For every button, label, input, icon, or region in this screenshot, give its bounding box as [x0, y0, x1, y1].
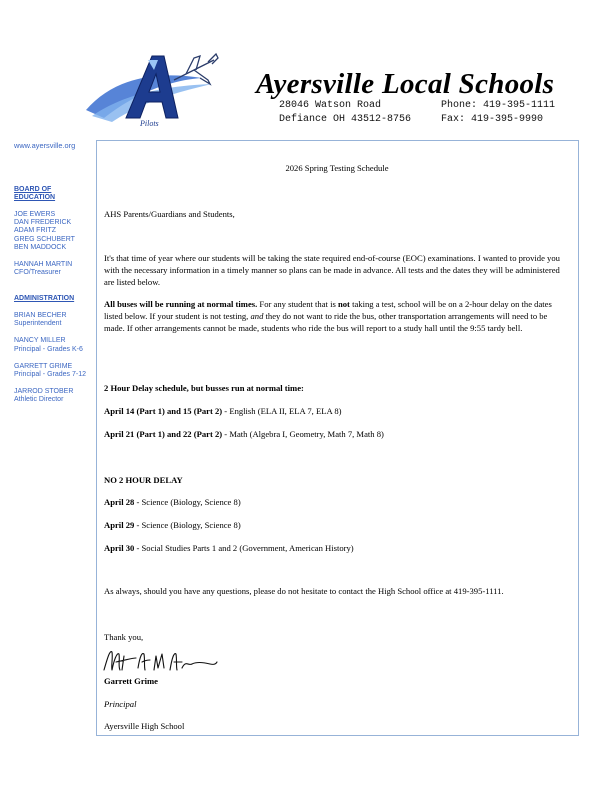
schedule-detail: - English (ELA II, ELA 7, ELA 8) — [222, 406, 342, 416]
bus-paragraph — [104, 298, 570, 334]
board-member: JOE EWERS — [14, 211, 56, 218]
admin-name: GARRETT GRIME — [14, 362, 73, 370]
admin-role: Principal - Grades 7-12 — [14, 370, 86, 378]
schedule-date: April 30 — [104, 543, 135, 553]
signer-name-text: Garrett Grime — [104, 676, 159, 686]
no-delay-heading — [104, 474, 570, 486]
schedule-item — [104, 428, 570, 440]
admin-name: JARROD STOBER — [14, 387, 74, 395]
schedule-date: April 14 (Part 1) and 15 (Part 2) — [104, 406, 223, 416]
board-heading[interactable] — [14, 186, 94, 202]
schedule-detail: - Science (Biology, Science 8) — [134, 497, 241, 507]
website-link[interactable]: www.ayersville.org — [14, 141, 76, 150]
closing-paragraph: As always, should you have any questions, please do not hesitate to contact the High School office at 419-395-1111. — [104, 586, 504, 596]
board-heading-line2: EDUCATION — [14, 194, 56, 201]
fax-number: Fax: 419-395-9990 — [441, 114, 544, 125]
schedule-detail: - Math (Algebra I, Geometry, Math 7, Math 8) — [222, 429, 384, 439]
address-city: Defiance OH 43512-8756 — [279, 114, 412, 125]
bus-text-b: taking a test, school will be on a 2-hour delay on the dates listed below. If your student is not testing, — [104, 299, 552, 321]
delay-heading-text: 2 Hour Delay schedule, but busses run at normal time: — [104, 383, 304, 393]
schedule-date: April 29 — [104, 520, 135, 530]
delay-heading — [104, 382, 570, 394]
address-street: 28046 Watson Road — [279, 100, 382, 111]
school-logo — [82, 40, 222, 128]
board-heading-line1: BOARD OF — [14, 186, 52, 193]
admin-role: Principal - Grades K-6 — [14, 345, 83, 353]
signer-title — [104, 698, 570, 710]
no-delay-heading-text: NO 2 HOUR DELAY — [104, 475, 183, 485]
letter-title: 2026 Spring Testing Schedule — [285, 163, 389, 173]
board-member: BEN MADDOCK — [14, 243, 67, 251]
bus-not-text: not — [337, 299, 350, 309]
board-member: DAN FREDERICK — [14, 219, 72, 227]
administration-heading[interactable]: ADMINISTRATION — [14, 295, 75, 303]
schedule-detail: - Science (Biology, Science 8) — [134, 520, 241, 530]
greeting: AHS Parents/Guardians and Students, — [104, 209, 235, 219]
bus-and-text: and — [250, 311, 264, 321]
schedule-item — [104, 519, 570, 531]
admin-name: BRIAN BECHER — [14, 312, 67, 320]
signature-image — [102, 646, 218, 674]
admin-role: Athletic Director — [14, 396, 64, 404]
signer-organization: Ayersville High School — [104, 721, 185, 731]
board-member: ADAM FRITZ — [14, 227, 56, 235]
schedule-item — [104, 496, 570, 508]
treasurer-role: CFO/Treasurer — [14, 269, 61, 277]
schedule-item — [104, 405, 570, 417]
thank-you: Thank you, — [104, 632, 144, 642]
bus-text-a: For any student that is — [257, 299, 338, 309]
phone-number: Phone: 419-395-1111 — [441, 100, 556, 111]
admin-role: Superintendent — [14, 320, 62, 328]
school-name: Ayersville Local Schools — [256, 68, 555, 100]
admin-name: NANCY MILLER — [14, 337, 66, 345]
bus-text-c: they do not want to ride the bus, other transportation arrangements will need to be made. If other arrangements cannot be made, students who ride the bus will report to a study hall until the 9:55 tardy bell. — [104, 311, 548, 333]
intro-paragraph: It's that time of year where our students will be taking the state required end-of-course (EOC) examinations. I wanted to provide you with the necessary information in a timely manner so plans can be made in advance. All tests and the dates they will be administered are listed below. — [104, 253, 560, 287]
sidebar — [14, 141, 94, 404]
schedule-date: April 28 — [104, 497, 135, 507]
schedule-detail: - Social Studies Parts 1 and 2 (Government, American History) — [134, 543, 354, 553]
board-member: GREG SCHUBERT — [14, 235, 75, 243]
treasurer-name: HANNAH MARTIN — [14, 261, 73, 269]
signer-title-text: Principal — [104, 699, 137, 709]
signer-name — [104, 675, 570, 687]
schedule-date: April 21 (Part 1) and 22 (Part 2) — [104, 429, 223, 439]
bus-bold-text: All buses will be running at normal times. — [104, 299, 258, 309]
logo-text: Pilots — [140, 119, 159, 128]
schedule-item — [104, 542, 570, 554]
